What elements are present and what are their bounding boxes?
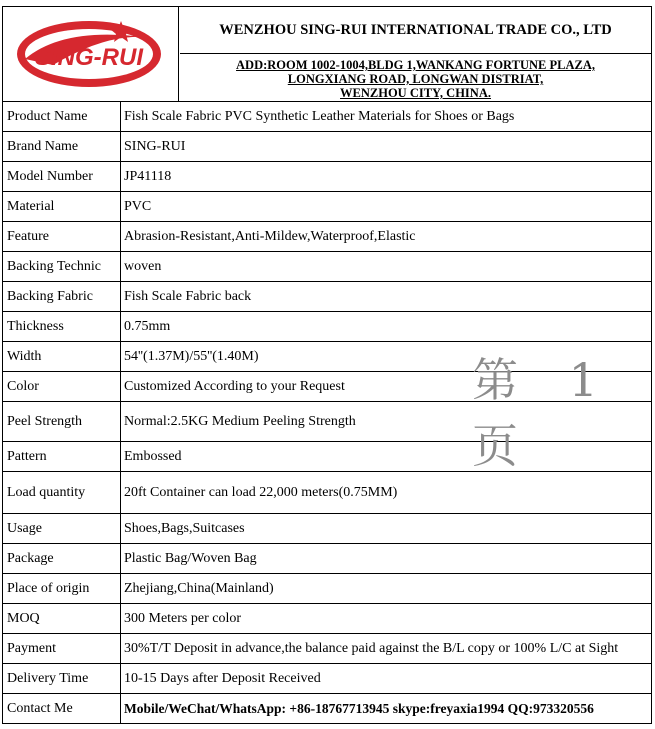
table-row: [3, 162, 652, 192]
row-value: Fish Scale Fabric PVC Synthetic Leather Materials for Shoes or Bags: [121, 102, 652, 132]
sing-rui-logo-icon: [3, 7, 177, 100]
company-name: WENZHOU SING-RUI INTERNATIONAL TRADE CO., LTD: [180, 7, 651, 54]
table-row: [3, 222, 652, 252]
row-label: Delivery Time: [3, 664, 121, 694]
row-value: JP41118: [121, 162, 652, 192]
row-value: 0.75mm: [121, 312, 652, 342]
company-logo: [3, 7, 179, 102]
row-label: MOQ: [3, 604, 121, 634]
row-value: Plastic Bag/Woven Bag: [121, 544, 652, 574]
table-row: [3, 472, 652, 514]
row-label: Backing Fabric: [3, 282, 121, 312]
table-row: [3, 664, 652, 694]
row-value: 10-15 Days after Deposit Received: [121, 664, 652, 694]
table-row: [3, 252, 652, 282]
table-row: [3, 694, 652, 724]
table-row: [3, 102, 652, 132]
row-value: 20ft Container can load 22,000 meters(0.75MM): [121, 472, 652, 514]
row-label: Feature: [3, 222, 121, 252]
row-label: Place of origin: [3, 574, 121, 604]
table-row: [3, 132, 652, 162]
table-row: [3, 604, 652, 634]
address-line: LONGXIANG ROAD, LONGWAN DISTRIAT,: [287, 72, 544, 86]
row-label: Load quantity: [3, 472, 121, 514]
address-line: WENZHOU CITY, CHINA.: [340, 86, 491, 100]
svg-text:SING-RUI: SING-RUI: [35, 44, 143, 71]
row-value: 54''(1.37M)/55''(1.40M): [121, 342, 652, 372]
row-value: Mobile/WeChat/WhatsApp: +86-18767713945 skype:freyaxia1994 QQ:973320556: [121, 694, 652, 724]
row-label: Material: [3, 192, 121, 222]
spec-sheet: [2, 6, 652, 723]
row-value: Abrasion-Resistant,Anti-Mildew,Waterproof,Elastic: [121, 222, 652, 252]
row-value: Zhejiang,China(Mainland): [121, 574, 652, 604]
table-row: [3, 192, 652, 222]
row-label: Color: [3, 372, 121, 402]
row-value: PVC: [121, 192, 652, 222]
table-row: [3, 634, 652, 664]
row-value: Normal:2.5KG Medium Peeling Strength: [121, 402, 652, 442]
row-label: Brand Name: [3, 132, 121, 162]
row-value: Shoes,Bags,Suitcases: [121, 514, 652, 544]
row-label: Usage: [3, 514, 121, 544]
row-value: 300 Meters per color: [121, 604, 652, 634]
row-value: Customized According to your Request: [121, 372, 652, 402]
row-value: 30%T/T Deposit in advance,the balance paid against the B/L copy or 100% L/C at Sight: [121, 634, 652, 664]
address-line: ADD:ROOM 1002-1004,BLDG 1,WANKANG FORTUNE PLAZA,: [236, 58, 595, 72]
row-value: woven: [121, 252, 652, 282]
row-label: Thickness: [3, 312, 121, 342]
row-label: Pattern: [3, 442, 121, 472]
table-row: [3, 544, 652, 574]
table-row: [3, 282, 652, 312]
row-value: Fish Scale Fabric back: [121, 282, 652, 312]
company-address: [180, 54, 651, 102]
sheet-header: [2, 6, 652, 101]
page-watermark: 第 1 页: [472, 353, 616, 473]
row-value: SING-RUI: [121, 132, 652, 162]
table-row: [3, 574, 652, 604]
row-label: Backing Technic: [3, 252, 121, 282]
row-label: Package: [3, 544, 121, 574]
row-label: Width: [3, 342, 121, 372]
row-value: Embossed: [121, 442, 652, 472]
row-label: Product Name: [3, 102, 121, 132]
row-label: Contact Me: [3, 694, 121, 724]
table-row: [3, 312, 652, 342]
row-label: Model Number: [3, 162, 121, 192]
row-label: Payment: [3, 634, 121, 664]
row-label: Peel Strength: [3, 402, 121, 442]
table-row: [3, 514, 652, 544]
